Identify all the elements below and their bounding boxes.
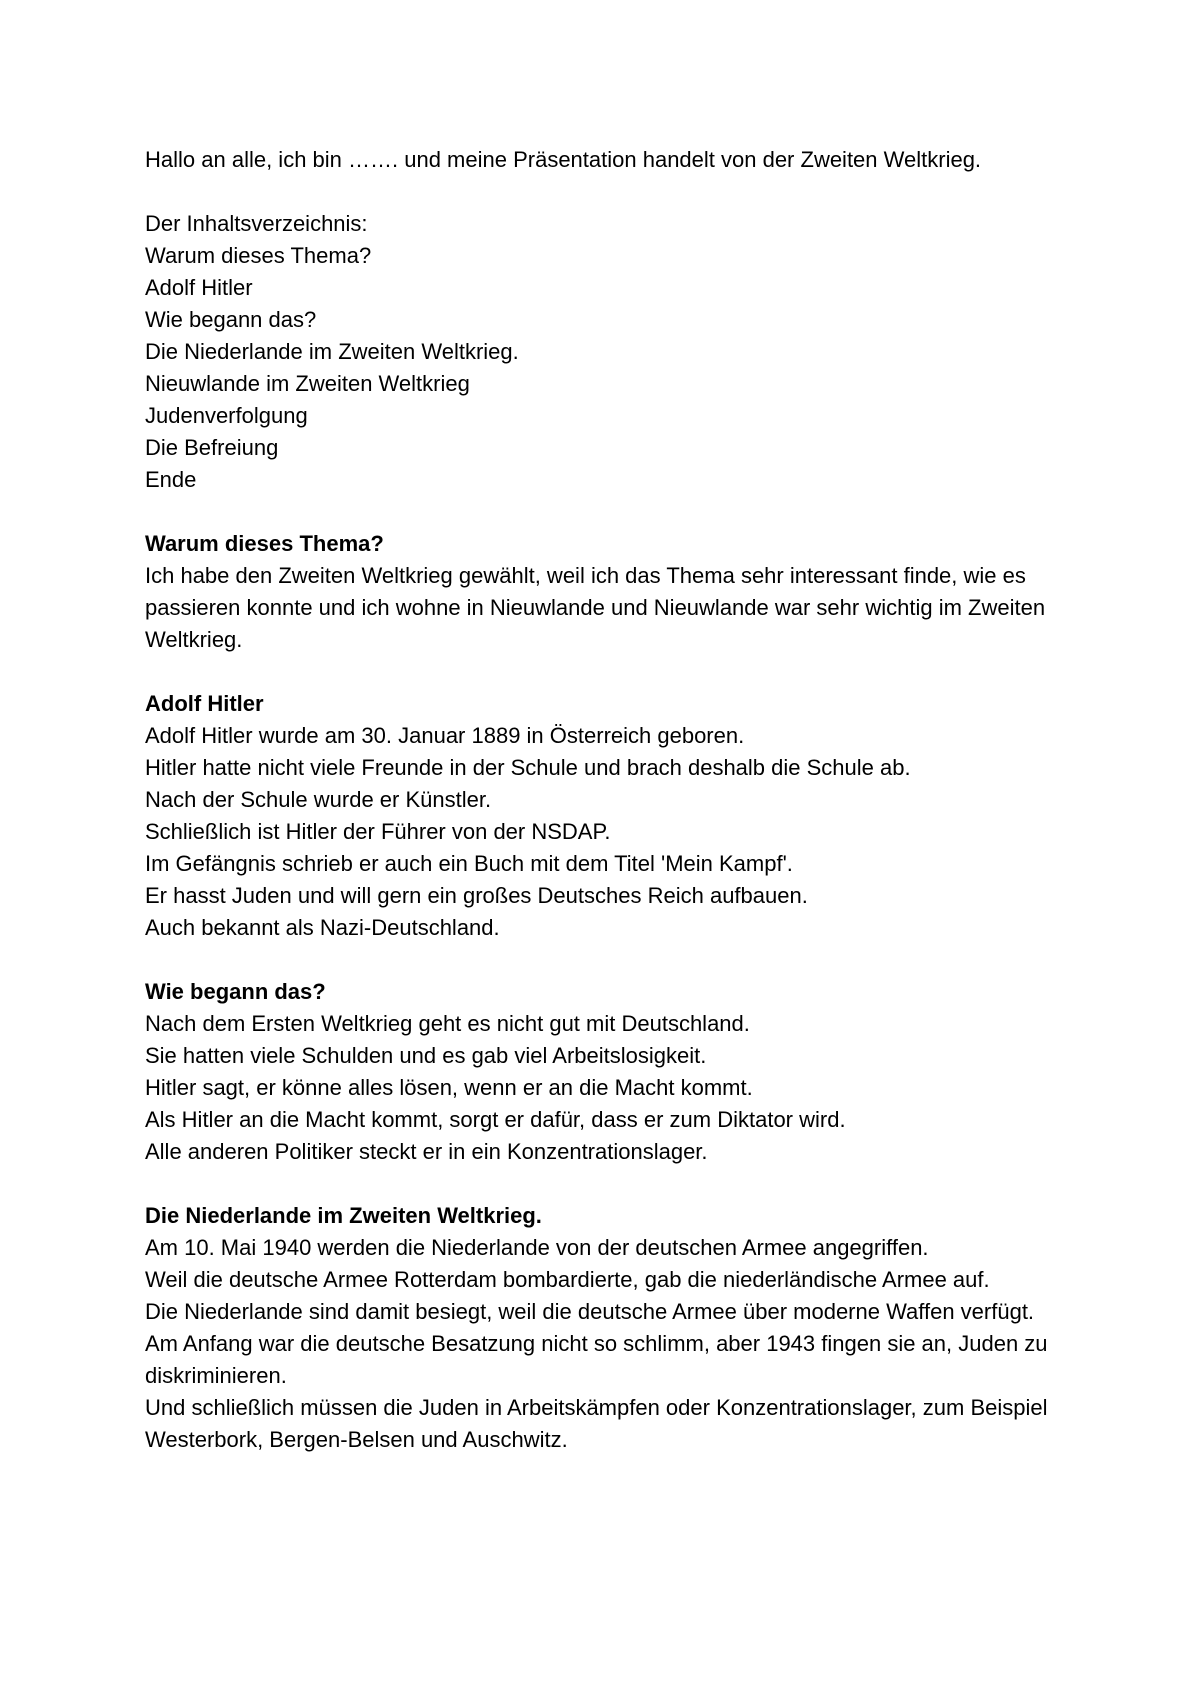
toc-item: Die Befreiung xyxy=(145,435,279,460)
toc-item: Ende xyxy=(145,467,197,492)
toc-item: Warum dieses Thema? xyxy=(145,243,372,268)
section-text: Im Gefängnis schrieb er auch ein Buch mit dem Titel 'Mein Kampf'. xyxy=(145,851,793,876)
spacer xyxy=(145,176,1065,208)
section-warum-dieses-thema xyxy=(145,528,1065,656)
intro-paragraph: Hallo an alle, ich bin ……. und meine Präsentation handelt von der Zweiten Weltkrieg. xyxy=(145,147,982,172)
section-text: Als Hitler an die Macht kommt, sorgt er dafür, dass er zum Diktator wird. xyxy=(145,1107,846,1132)
section-text: Am Anfang war die deutsche Besatzung nicht so schlimm, aber 1943 fingen sie an, Juden zu diskriminieren. xyxy=(145,1331,1048,1388)
document-page xyxy=(145,144,1065,1456)
toc-item: Die Niederlande im Zweiten Weltkrieg. xyxy=(145,339,519,364)
toc-heading: Der Inhaltsverzeichnis: xyxy=(145,211,368,236)
section-heading: Adolf Hitler xyxy=(145,691,264,716)
section-text: Nach der Schule wurde er Künstler. xyxy=(145,787,492,812)
section-text: Am 10. Mai 1940 werden die Niederlande von der deutschen Armee angegriffen. xyxy=(145,1235,929,1260)
spacer xyxy=(145,496,1065,528)
toc-item: Nieuwlande im Zweiten Weltkrieg xyxy=(145,371,470,396)
spacer xyxy=(145,944,1065,976)
section-text: Weil die deutsche Armee Rotterdam bombardierte, gab die niederländische Armee auf. xyxy=(145,1267,990,1292)
toc-item: Wie begann das? xyxy=(145,307,317,332)
section-text: Adolf Hitler wurde am 30. Januar 1889 in Österreich geboren. xyxy=(145,723,745,748)
spacer xyxy=(145,656,1065,688)
section-text: Alle anderen Politiker steckt er in ein Konzentrationslager. xyxy=(145,1139,708,1164)
table-of-contents xyxy=(145,208,1065,496)
section-wie-begann-das xyxy=(145,976,1065,1168)
section-heading: Die Niederlande im Zweiten Weltkrieg. xyxy=(145,1203,542,1228)
section-text: Ich habe den Zweiten Weltkrieg gewählt, weil ich das Thema sehr interessant finde, wie es passieren konnte und ich wohne in Nieuwlande und Nieuwlande war sehr wichtig im Zweiten Weltkrieg. xyxy=(145,563,1046,652)
toc-item: Judenverfolgung xyxy=(145,403,308,428)
section-text: Schließlich ist Hitler der Führer von der NSDAP. xyxy=(145,819,611,844)
toc-item: Adolf Hitler xyxy=(145,275,253,300)
section-text: Hitler hatte nicht viele Freunde in der Schule und brach deshalb die Schule ab. xyxy=(145,755,911,780)
section-text: Auch bekannt als Nazi-Deutschland. xyxy=(145,915,500,940)
section-adolf-hitler xyxy=(145,688,1065,944)
section-text: Die Niederlande sind damit besiegt, weil die deutsche Armee über moderne Waffen verfügt. xyxy=(145,1299,1035,1324)
section-text: Und schließlich müssen die Juden in Arbeitskämpfen oder Konzentrationslager, zum Beispiel Westerbork, Bergen-Belsen und Auschwitz. xyxy=(145,1395,1048,1452)
section-text: Er hasst Juden und will gern ein großes Deutsches Reich aufbauen. xyxy=(145,883,808,908)
section-heading: Wie begann das? xyxy=(145,979,326,1004)
section-text: Hitler sagt, er könne alles lösen, wenn er an die Macht kommt. xyxy=(145,1075,753,1100)
spacer xyxy=(145,1168,1065,1200)
section-heading: Warum dieses Thema? xyxy=(145,531,384,556)
section-niederlande xyxy=(145,1200,1065,1456)
section-text: Nach dem Ersten Weltkrieg geht es nicht gut mit Deutschland. xyxy=(145,1011,750,1036)
section-text: Sie hatten viele Schulden und es gab viel Arbeitslosigkeit. xyxy=(145,1043,707,1068)
